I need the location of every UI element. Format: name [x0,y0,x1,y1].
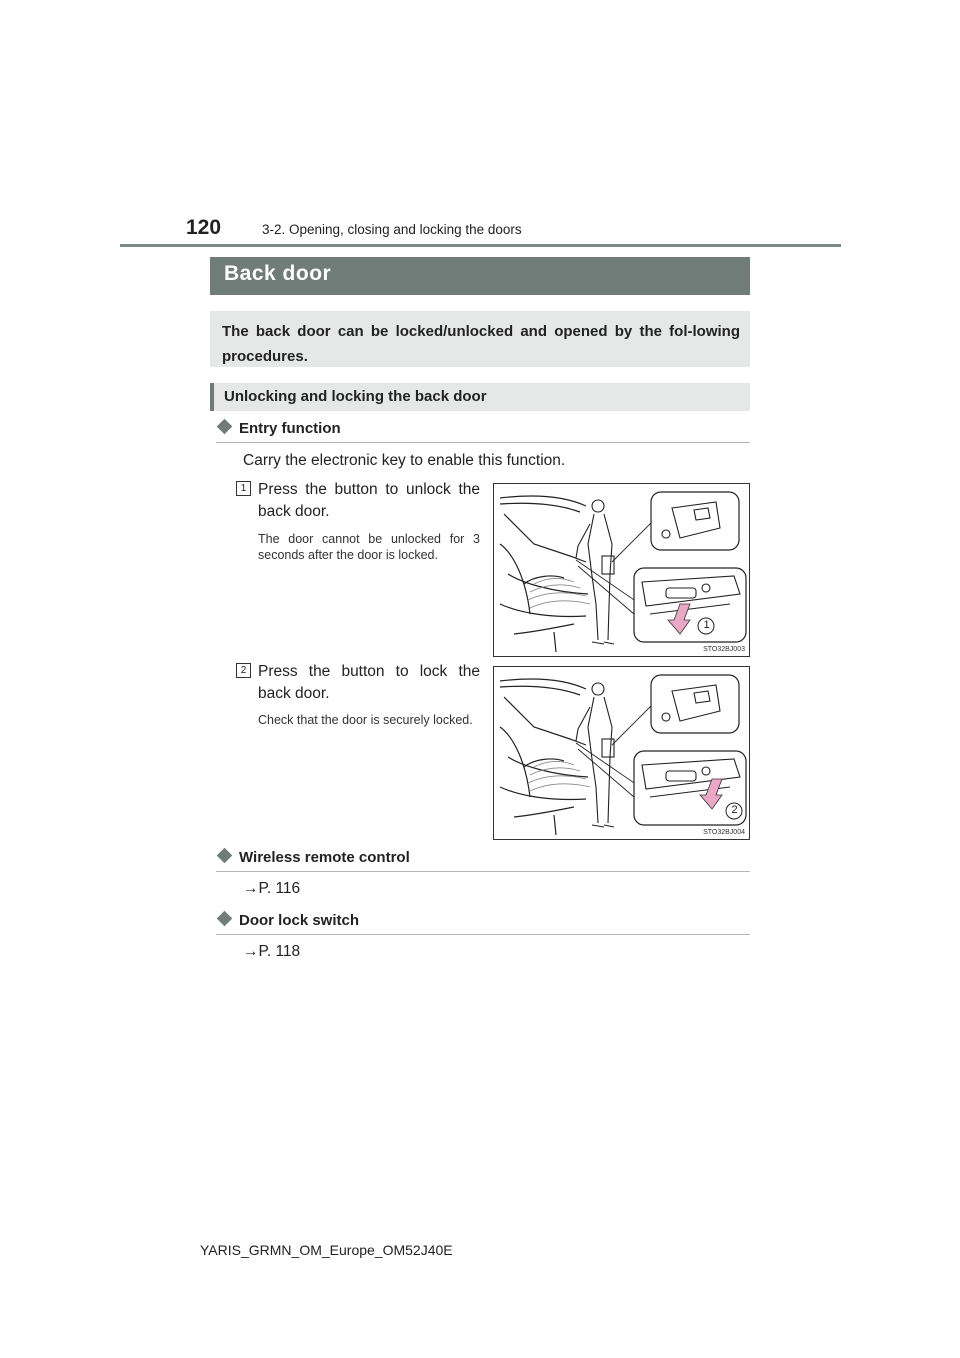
door-lock-switch-reference[interactable]: →P. 118 [243,943,301,960]
lock-illustration-drawing [494,667,750,840]
subsection-bar [210,383,750,411]
document-footer: YARIS_GRMN_OM_Europe_OM52J40E [200,1242,453,1258]
unlock-illustration [493,483,750,657]
diamond-icon [217,848,233,864]
wireless-remote-rule [216,871,750,872]
step-2-note: Check that the door is securely locked. [258,713,473,727]
step-1-text: Press the button to unlock the back door. [258,481,480,520]
step-badge-1: 1 [236,481,251,496]
entry-function-heading-text: Entry function [239,420,341,437]
step-badge-2: 2 [236,663,251,678]
entry-function-heading [216,420,341,437]
door-lock-switch-heading [216,912,359,929]
intro-text: The back door can be locked/unlocked and opened by the fol-lowing procedures. [222,323,740,365]
callout-number-2: 2 [731,804,738,816]
callout-number-1: 1 [703,619,710,631]
page-title: Back door [224,262,332,285]
section-label: 3-2. Opening, closing and locking the doors [262,222,522,237]
entry-function-text: Carry the electronic key to enable this function. [243,452,566,469]
diamond-icon [217,419,233,435]
door-lock-switch-heading-text: Door lock switch [239,912,360,929]
figure-code-2: STO32BJ004 [703,829,745,836]
header-rule [120,244,841,247]
wireless-remote-reference[interactable]: →P. 116 [243,880,301,897]
page-number: 120 [186,216,222,239]
title-bar [210,257,750,295]
step-2-text: Press the button to lock the back door. [258,663,480,702]
wireless-remote-heading [216,849,410,866]
door-lock-switch-rule [216,934,750,935]
entry-function-rule [216,442,750,443]
subsection-title: Unlocking and locking the back door [224,388,487,405]
lock-illustration [493,666,750,840]
figure-code-1: STO32BJ003 [703,646,745,653]
unlock-illustration-drawing [494,484,750,657]
intro-box [210,311,750,367]
diamond-icon [217,911,233,927]
step-1-note: The door cannot be unlocked for 3 seconds after the door is locked. [258,532,480,562]
wireless-remote-heading-text: Wireless remote control [239,849,410,866]
